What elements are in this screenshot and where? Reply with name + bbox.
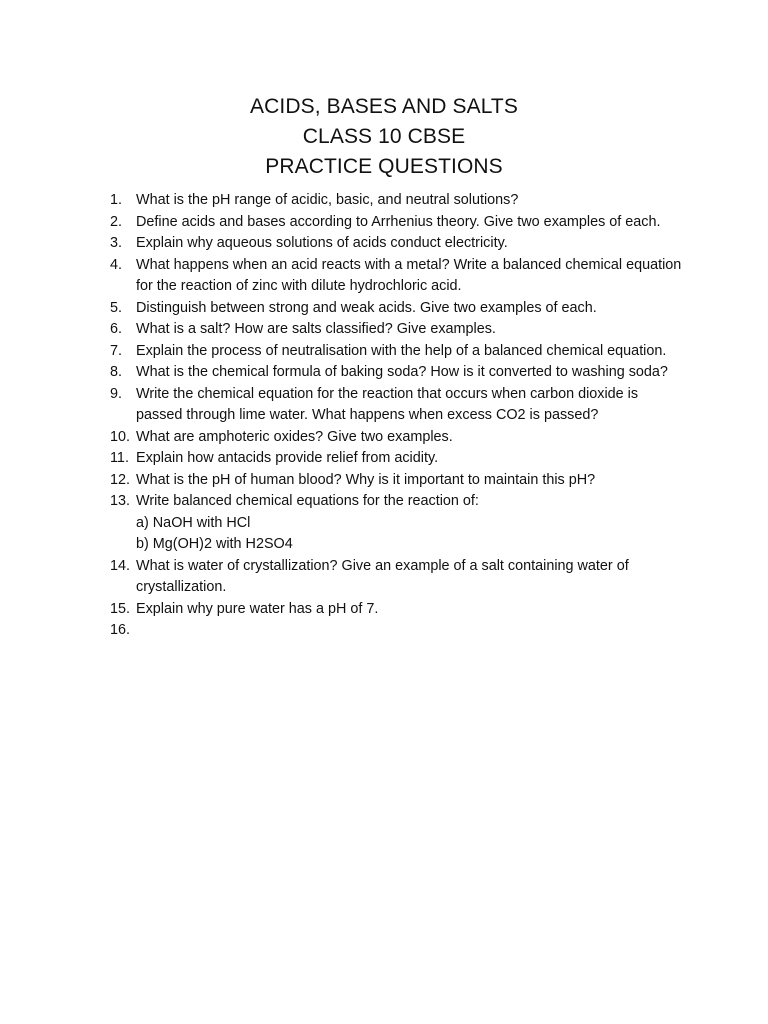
question-item	[108, 427, 688, 449]
question-item	[108, 233, 688, 255]
question-number: 11.	[110, 450, 129, 466]
question-text: Explain why aqueous solutions of acids conduct electricity.	[136, 235, 508, 251]
question-item	[108, 470, 688, 492]
question-item	[108, 319, 688, 341]
class-subtitle: CLASS 10 CBSE	[302, 125, 466, 148]
question-text: Explain the process of neutralisation with the help of a balanced chemical equation.	[136, 342, 667, 359]
question-number: 1.	[110, 192, 123, 208]
question-item	[108, 298, 688, 320]
question-item	[108, 212, 688, 234]
question-number: 5.	[110, 299, 123, 316]
question-item	[108, 190, 688, 212]
question-text: What is the chemical formula of baking soda? How is it converted to washing soda?	[136, 364, 668, 380]
question-number: 7.	[110, 342, 123, 359]
question-number: 12.	[110, 471, 131, 488]
question-number: 6.	[110, 321, 123, 337]
question-text: What is a salt? How are salts classified? Give examples.	[136, 321, 496, 337]
question-text: Define acids and bases according to Arrhenius theory. Give two examples of each.	[136, 213, 661, 230]
question-number: 13.	[110, 493, 131, 509]
question-list	[108, 190, 688, 642]
page-title: ACIDS, BASES AND SALTS	[250, 95, 518, 118]
question-number: 3.	[110, 235, 123, 251]
sub-question-b: b) Mg(OH)2 with H2SO4	[136, 536, 293, 552]
question-item	[108, 491, 688, 556]
question-item	[108, 599, 688, 621]
question-text: What is water of crystallization? Give an example of a salt containing water of crystallization.	[136, 557, 629, 595]
question-number: 2.	[110, 213, 123, 230]
question-item	[108, 556, 688, 599]
question-text: Distinguish between strong and weak acids. Give two examples of each.	[136, 299, 597, 316]
question-number: 15.	[110, 600, 131, 617]
title-block	[0, 92, 768, 182]
question-item	[108, 341, 688, 363]
question-text: What are amphoteric oxides? Give two examples.	[136, 428, 453, 445]
question-number: 10.	[110, 428, 131, 445]
question-number: 14.	[110, 557, 131, 574]
question-text: Explain why pure water has a pH of 7.	[136, 600, 379, 617]
question-text: Explain how antacids provide relief from acidity.	[136, 450, 439, 466]
question-item	[108, 255, 688, 298]
question-item	[108, 362, 688, 384]
question-number: 9.	[110, 385, 123, 402]
question-item	[108, 620, 688, 642]
question-item	[108, 384, 688, 427]
question-number: 4.	[110, 256, 123, 273]
question-number: 16.	[110, 622, 131, 638]
question-item	[108, 448, 688, 470]
question-text: Write balanced chemical equations for the reaction of:	[136, 493, 479, 509]
question-text	[136, 620, 688, 642]
question-text: What is the pH range of acidic, basic, and neutral solutions?	[136, 192, 519, 208]
question-text: What is the pH of human blood? Why is it important to maintain this pH?	[136, 471, 596, 488]
section-heading: PRACTICE QUESTIONS	[265, 155, 503, 178]
sub-question-a: a) NaOH with HCl	[136, 514, 251, 531]
question-text: Write the chemical equation for the reaction that occurs when carbon dioxide is passed through lime water. What happens when excess CO2 is passed?	[136, 385, 639, 423]
question-text: What happens when an acid reacts with a metal? Write a balanced chemical equation for the reaction of zinc with dilute hydrochloric acid.	[136, 256, 682, 294]
question-number: 8.	[110, 364, 123, 380]
